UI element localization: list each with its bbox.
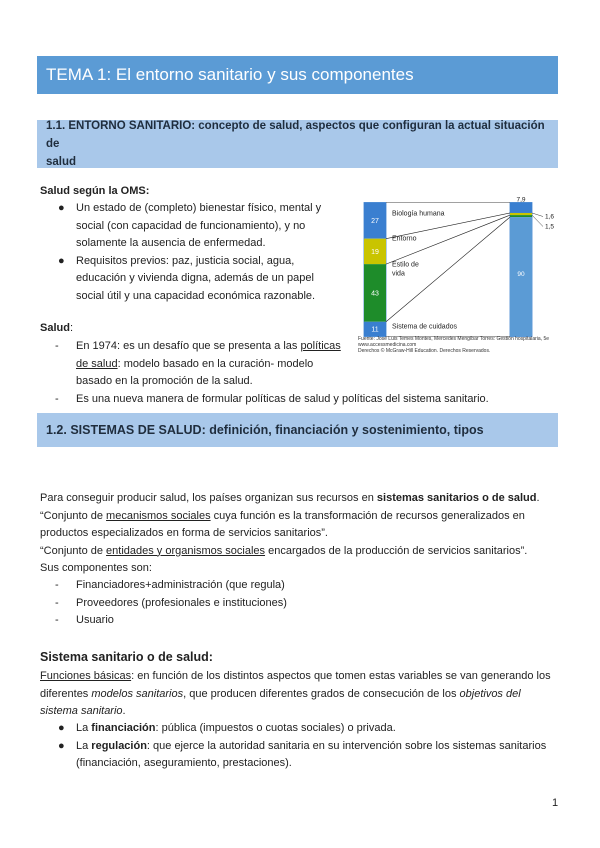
list-item: ● La regulación: que ejerce la autoridad sanitaria en su intervención sobre los sistemas sanitarios (financiación, aseguramiento, prestaciones). [58,739,547,769]
paragraph-intro: Para conseguir producir salud, los países organizan sus recursos en sistemas sanitarios o de salud. “Conjunto de mecanismos sociales cuya función es la transformación de recursos generalizados en productos especializados en forma de servicios sanitarios”. “Conjunto de entidades y organismos sociales encargados de la producción de servicios sanitarios”. Sus componentes son: [40,492,540,574]
list-item: - Usuario [76,612,476,630]
components-list [55,577,476,630]
right-bar-label: 7,9 [516,196,526,204]
list-item: - En 1974: es un desafío que se presenta a las políticas de salud: modelo basado en la curación- modelo basado en la promoción de la salud. [55,340,341,387]
heading-line: salud [46,156,77,168]
left-bar-label: 43 [371,290,379,298]
health-determinants-chart [358,193,558,353]
left-bar-label: 11 [371,326,379,334]
right-bar-label: 1,5 [545,223,555,231]
list-item: - Proveedores (profesionales e instituciones) [76,595,476,613]
link-funciones-basicas[interactable]: Funciones básicas [40,670,132,682]
dash-marker: - [55,579,59,591]
link-de-salud[interactable]: de salud [76,357,118,370]
salud-title: Salud: [40,322,74,334]
chart-source: Fuente: José Luis Temes Montes, Mercedes Mengíbar Torres: Gestión hospitalaria, 5e www.accessmedicina.com Derechos © McGraw-Hill Education. Derechos Reservados. [358,336,550,354]
oms-title: Salud según la OMS: [40,185,150,197]
link-politicas[interactable]: políticas [300,340,341,352]
dash-marker: - [55,393,59,405]
right-bar-segment [510,215,532,217]
right-bar-label: 90 [517,271,525,279]
funciones-bullet-list [58,720,558,773]
category-label: Estilo de [392,261,419,269]
dash-marker: - [55,614,59,626]
left-bar-label: 19 [371,248,379,256]
category-label: Entorno [392,235,417,243]
page-number: 1 [552,797,559,809]
dash-marker: - [55,596,59,609]
bullet-icon: ● [58,739,65,752]
page-title: TEMA 1: El entorno sanitario y sus componentes [37,56,558,94]
subsection-title: Sistema sanitario o de salud: [40,650,213,664]
bullet-icon: ● [58,254,65,267]
category-label: Sistema de cuidados [392,323,457,331]
heading-line: 1.1. ENTORNO SANITARIO: concepto de salud, aspectos que configuran la actual situación de [46,120,545,150]
leader-line [532,215,543,226]
dash-marker: - [55,340,59,352]
list-item: ● Un estado de (completo) bienestar físico, mental y social (con capacidad de funcionamiento), y no solamente la ausencia de enfermedad. [58,202,322,249]
bullet-icon: ● [58,722,65,734]
list-item: - Financiadores+administración (que regula) [76,577,476,595]
list-item: ● La financiación: pública (impuestos o cuotas sociales) o privada. [76,720,558,738]
salud-dash-list-2 [55,391,556,409]
category-label: Biología humana [392,210,445,218]
list-item: - Es una nueva manera de formular políticas de salud y políticas del sistema sanitario. [76,391,556,409]
oms-bullet-list [58,200,346,305]
list-item: ● Requisitos previos: paz, justicia social, agua, educación y vivienda digna, además de un papel social útil y una capacidad económica razonable. [58,254,316,302]
leader-line [532,213,543,217]
paragraph-funciones: Funciones básicas: en función de los distintos aspectos que tomen estas variables se van generando los diferentes modelos sanitarios, que producen diferentes grados de consecución de los objetivos del sistema sanitario. [40,670,551,717]
bullet-icon: ● [58,202,65,214]
link-entidades-organismos[interactable]: entidades y organismos sociales [106,544,266,557]
left-bar-label: 27 [371,218,379,226]
right-bar-segment [510,203,532,213]
section-heading-1-1 [37,120,558,168]
connector-line [386,217,510,322]
category-label: vida [392,270,405,278]
section-heading-1-2: 1.2. SISTEMAS DE SALUD: definición, financiación y sostenimiento, tipos [37,413,558,447]
right-bar-label: 1,6 [545,213,555,221]
salud-dash-list [55,338,366,391]
link-mecanismos-sociales[interactable]: mecanismos sociales [106,509,211,522]
right-bar-segment [510,213,532,215]
